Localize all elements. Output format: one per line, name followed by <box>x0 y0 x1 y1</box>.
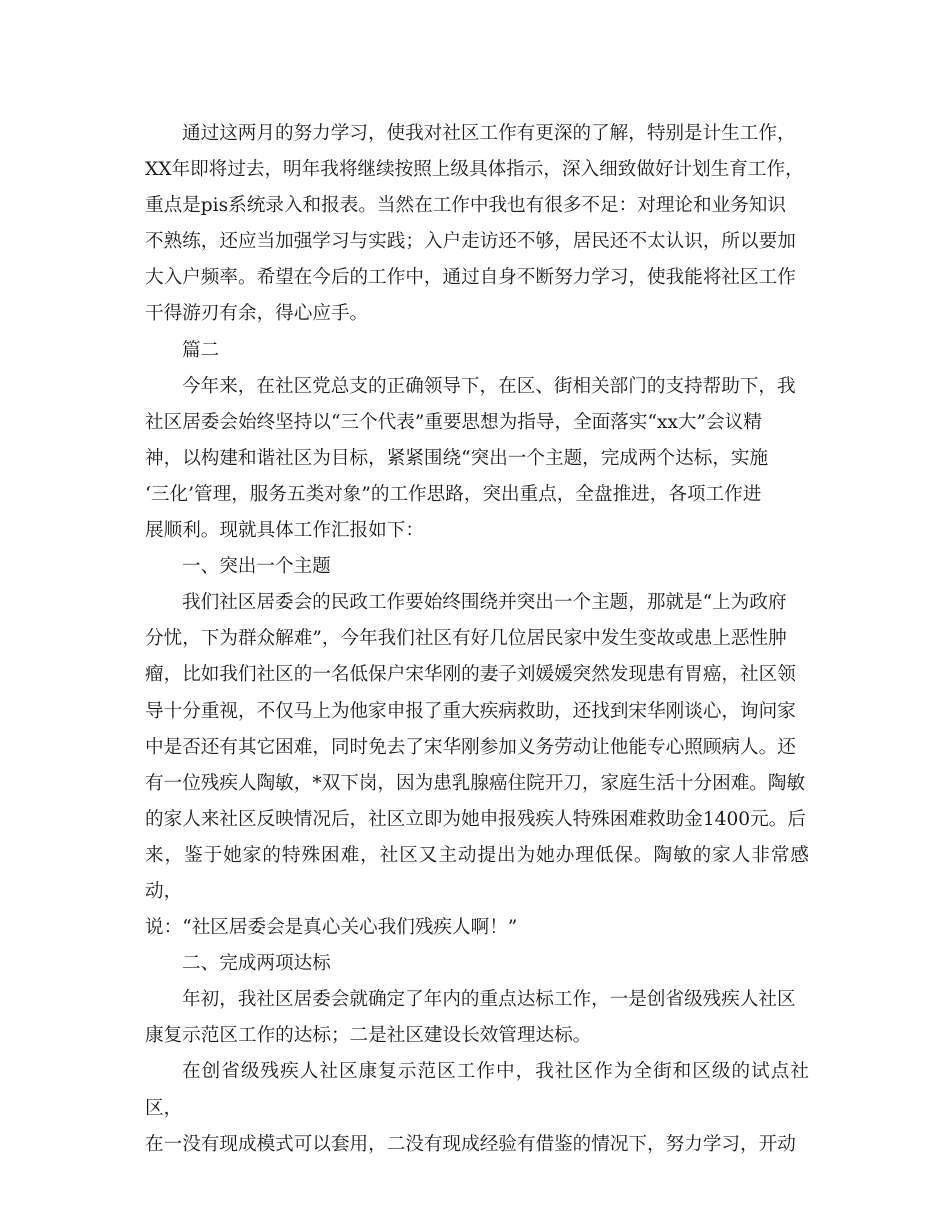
section-heading-two: 二、完成两项达标 <box>182 953 331 975</box>
section-heading-part-two: 篇二 <box>182 339 220 361</box>
section-heading-one: 一、突出一个主题 <box>182 556 331 578</box>
paragraph-demonstration-area: 在创省级残疾人社区康复示范区工作中，我社区作为全街和区级的试点社区， 在一没有现成模式可以套用，二没有现成经验有借鉴的情况下，努力学习，开动 <box>145 1061 809 1155</box>
paragraph-intro: 今年来，在社区党总支的正确领导下，在区、街相关部门的支持帮助下，我 社区居委会始终坚持以“三个代表”重要思想为指导，全面落实“xx大”会议精 神，以构建和谐社区为目标，紧紧围绕“突出一个主题，完成两个达标，实施 ‘三化’管理，服务五类对象”的工作思路，突出重点，全盘推进，各项工作进 展顺利。现就具体工作汇报如下： <box>145 375 796 542</box>
document-body <box>145 116 809 1163</box>
paragraph-section-two: 年初，我社区居委会就确定了年内的重点达标工作，一是创省级残疾人社区 康复示范区工作的达标；二是社区建设长效管理达标。 <box>145 989 796 1047</box>
paragraph-summary: 通过这两月的努力学习，使我对社区工作有更深的了解，特别是计生工作， XX年即将过去，明年我将继续按照上级具体指示，深入细致做好计划生育工作， 重点是pis系统录入和报表。当然在工作中我也有很多不足：对理论和业务知识 不熟练，还应当加强学习与实践；入户走访还不够，居民还不太认识，所以要加 大入户频率。希望在今后的工作中，通过自身不断努力学习，使我能将社区工作 干得游刃有余，得心应手。 <box>145 123 804 325</box>
paragraph-section-one: 我们社区居委会的民政工作要始终围绕并突出一个主题，那就是“上为政府 分忧，下为群众解难”，今年我们社区有好几位居民家中发生变故或患上恶性肿 瘤，比如我们社区的一名低保户宋华刚的妻子刘媛媛突然发现患有胃癌，社区领 导十分重视，不仅马上为他家申报了重大疾病救助，还找到宋华刚谈心，询问家 中是否还有其它困难，同时免去了宋华刚参加义务劳动让他能专心照顾病人。还 有一位残疾人陶敏，*双下岗，因为患乳腺癌住院开刀，家庭生活十分困难。陶敏 的家人来社区反映情况后，社区立即为她申报残疾人特殊困难救助金1400元。后 来，鉴于她家的特殊困难，社区又主动提出为她办理低保。陶敏的家人非常感动， 说：“社区居委会是真心关心我们残疾人啊！” <box>145 592 809 939</box>
